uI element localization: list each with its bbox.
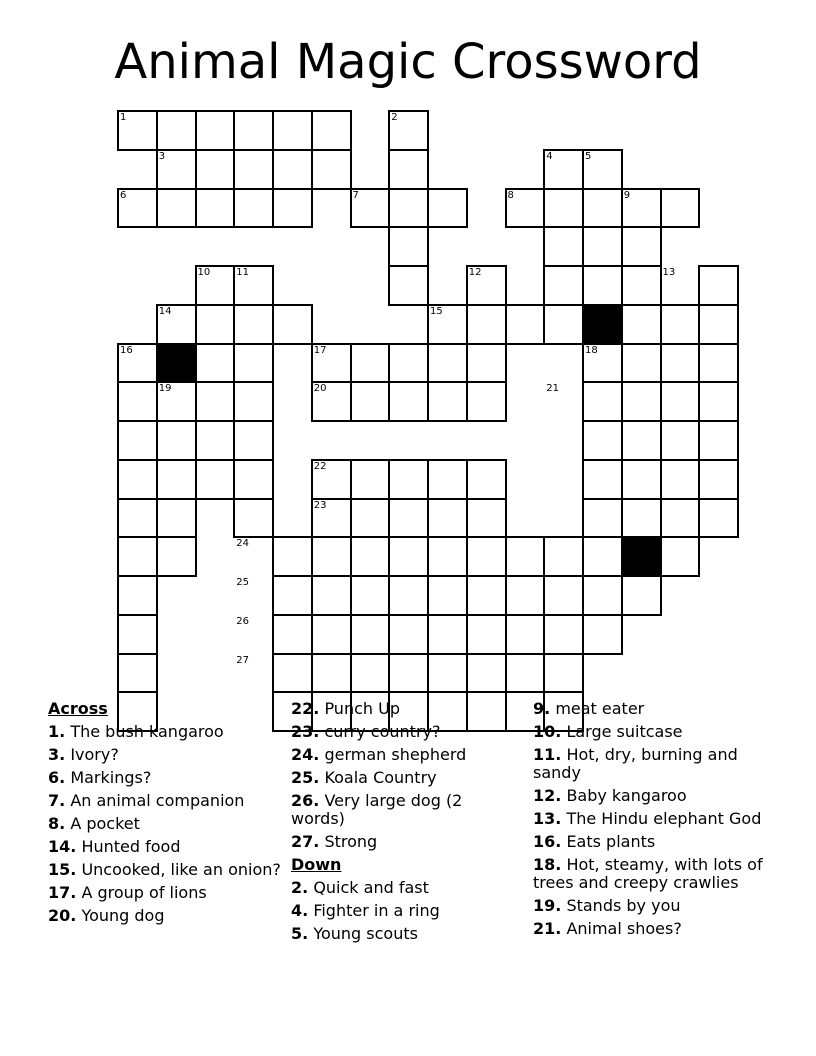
crossword-cell[interactable] (698, 381, 739, 422)
cell-number: 9 (623, 189, 631, 201)
crossword-cell[interactable] (311, 536, 352, 577)
crossword-cell[interactable] (156, 381, 197, 422)
crossword-cell[interactable] (543, 614, 584, 655)
crossword-cell[interactable] (311, 343, 352, 384)
crossword-cell[interactable] (272, 110, 313, 151)
cell-number: 3 (158, 150, 166, 162)
crossword-cell[interactable] (195, 420, 236, 461)
crossword-cell[interactable] (698, 420, 739, 461)
clue-text: An animal companion (70, 791, 245, 810)
crossword-cell[interactable] (582, 381, 623, 422)
down-clue (533, 700, 783, 718)
crossword-cell[interactable] (466, 614, 507, 655)
crossword-cell[interactable] (350, 575, 391, 616)
crossword-cell[interactable] (388, 498, 429, 539)
crossword-cell[interactable] (505, 653, 546, 694)
crossword-cell[interactable] (582, 575, 623, 616)
cell-number: 5 (585, 150, 592, 162)
crossword-cell[interactable] (505, 575, 546, 616)
crossword-cell[interactable] (272, 614, 313, 655)
crossword-cell[interactable] (195, 149, 236, 190)
down-clue (533, 746, 783, 782)
cell-number: 17 (313, 344, 327, 356)
crossword-cell[interactable] (311, 110, 352, 151)
crossword-cell[interactable] (466, 343, 507, 384)
clue-number: 12. (533, 786, 562, 805)
clue-number: 23. (291, 722, 320, 741)
crossword-cell[interactable] (388, 265, 429, 306)
clue-number: 16. (533, 832, 562, 851)
crossword-cell[interactable] (427, 498, 468, 539)
cell-number: 23 (313, 499, 327, 511)
crossword-cell[interactable] (272, 536, 313, 577)
crossword-cell[interactable] (698, 265, 739, 306)
crossword-cell[interactable] (621, 498, 662, 539)
crossword-cell[interactable] (195, 265, 236, 306)
crossword-cell[interactable] (117, 653, 158, 694)
clue-text: Hunted food (81, 837, 181, 856)
crossword-cell[interactable] (388, 149, 429, 190)
crossword-cell[interactable] (660, 304, 701, 345)
down-clue (533, 787, 783, 805)
crossword-cell[interactable] (543, 265, 584, 306)
crossword-cell[interactable] (505, 188, 546, 229)
crossword-cell[interactable] (311, 149, 352, 190)
crossword-cell[interactable] (350, 653, 391, 694)
cell-number: 6 (120, 189, 127, 201)
crossword-cell[interactable] (427, 343, 468, 384)
crossword-cell[interactable] (195, 304, 236, 345)
crossword-cell[interactable] (388, 653, 429, 694)
clue-number: 25. (291, 768, 320, 787)
clue-number: 6. (48, 768, 66, 787)
crossword-cell[interactable] (660, 343, 701, 384)
down-clue (533, 833, 783, 851)
crossword-cell[interactable] (466, 265, 507, 306)
clue-text: Quick and fast (313, 878, 429, 897)
crossword-cell[interactable] (621, 265, 662, 306)
clue-column-2 (291, 700, 521, 948)
clue-number: 3. (48, 745, 66, 764)
crossword-cell[interactable] (311, 459, 352, 500)
crossword-cell[interactable] (427, 536, 468, 577)
crossword-cell[interactable] (388, 110, 429, 151)
down-clue (291, 902, 521, 920)
clue-column-3 (533, 700, 783, 943)
across-clue (48, 861, 283, 879)
crossword-cell[interactable] (311, 381, 352, 422)
across-clue (48, 838, 283, 856)
crossword-cell[interactable] (621, 381, 662, 422)
cell-number: 8 (507, 189, 514, 201)
clue-number: 27. (291, 832, 320, 851)
crossword-cell[interactable] (388, 343, 429, 384)
crossword-cell[interactable] (621, 226, 662, 267)
crossword-cell[interactable] (466, 536, 507, 577)
clue-number: 18. (533, 855, 562, 874)
cell-number: 22 (313, 460, 327, 472)
crossword-cell[interactable] (388, 614, 429, 655)
crossword-cell[interactable] (698, 459, 739, 500)
crossword-cell[interactable] (156, 536, 197, 577)
black-square (621, 536, 662, 577)
across-header: Across (48, 699, 108, 718)
clue-text: Hot, steamy, with lots of trees and creepy crawlies (533, 855, 763, 892)
crossword-cell[interactable] (582, 149, 623, 190)
crossword-cell[interactable] (427, 381, 468, 422)
crossword-cell[interactable] (117, 614, 158, 655)
crossword-cell[interactable] (660, 536, 701, 577)
crossword-cell[interactable] (156, 188, 197, 229)
cell-number: 14 (158, 305, 172, 317)
crossword-cell[interactable] (117, 459, 158, 500)
clue-text: Young scouts (313, 924, 418, 943)
clue-number: 14. (48, 837, 77, 856)
clue-text: Young dog (81, 906, 165, 925)
clue-text: Punch Up (324, 699, 400, 718)
cell-number: 21 (546, 383, 559, 395)
crossword-cell[interactable] (427, 614, 468, 655)
clue-text: Large suitcase (566, 722, 683, 741)
clue-text: Uncooked, like an onion? (81, 860, 281, 879)
crossword-cell[interactable] (350, 381, 391, 422)
clue-text: Stands by you (566, 896, 681, 915)
across-clue (48, 815, 283, 833)
cell-number: 16 (120, 344, 133, 356)
crossword-cell[interactable] (466, 498, 507, 539)
clue-number: 26. (291, 791, 320, 810)
crossword-cell[interactable] (582, 420, 623, 461)
across-clue (48, 723, 283, 741)
clue-number: 15. (48, 860, 77, 879)
crossword-cell[interactable] (156, 304, 197, 345)
crossword-cell[interactable] (427, 304, 468, 345)
crossword-cell[interactable] (117, 498, 158, 539)
crossword-cell[interactable] (543, 226, 584, 267)
cell-number: 27 (236, 654, 249, 666)
clue-number: 1. (48, 722, 66, 741)
crossword-cell[interactable] (233, 498, 274, 539)
crossword-cell[interactable] (311, 614, 352, 655)
across-clue (291, 723, 521, 741)
crossword-cell[interactable] (156, 459, 197, 500)
crossword-cell[interactable] (388, 536, 429, 577)
across-clue (291, 833, 521, 851)
cell-number: 26 (236, 615, 249, 627)
crossword-cell[interactable] (233, 343, 274, 384)
crossword-cell[interactable] (233, 459, 274, 500)
crossword-cell[interactable] (388, 226, 429, 267)
cell-number: 2 (391, 112, 398, 123)
across-clue (48, 907, 283, 925)
clue-number: 22. (291, 699, 320, 718)
crossword-cell[interactable] (698, 304, 739, 345)
crossword-cell[interactable] (233, 110, 274, 151)
crossword-cell[interactable] (156, 498, 197, 539)
crossword-cell[interactable] (621, 420, 662, 461)
crossword-cell[interactable] (350, 614, 391, 655)
clue-number: 11. (533, 745, 562, 764)
clue-number: 9. (533, 699, 551, 718)
crossword-cell[interactable] (233, 381, 274, 422)
crossword-cell[interactable] (582, 343, 623, 384)
crossword-cell[interactable] (272, 304, 313, 345)
clue-text: german shepherd (324, 745, 467, 764)
crossword-cell[interactable] (698, 343, 739, 384)
crossword-cell[interactable] (621, 343, 662, 384)
crossword-cell[interactable] (195, 459, 236, 500)
crossword-cell[interactable] (621, 575, 662, 616)
crossword-cell[interactable] (233, 188, 274, 229)
clue-number: 17. (48, 883, 77, 902)
crossword-cell[interactable] (272, 653, 313, 694)
clue-text: The bush kangaroo (70, 722, 224, 741)
crossword-cell[interactable] (427, 188, 468, 229)
clue-number: 19. (533, 896, 562, 915)
crossword-cell[interactable] (582, 536, 623, 577)
down-clue (291, 879, 521, 897)
crossword-cell[interactable] (195, 110, 236, 151)
crossword-cell[interactable] (660, 459, 701, 500)
crossword-cell[interactable] (195, 188, 236, 229)
cell-number: 10 (197, 267, 211, 278)
crossword-cell[interactable] (272, 575, 313, 616)
crossword-cell[interactable] (117, 110, 158, 151)
crossword-cell[interactable] (543, 575, 584, 616)
cell-number: 25 (236, 577, 249, 588)
crossword-cell[interactable] (350, 498, 391, 539)
crossword-cell[interactable] (427, 459, 468, 500)
clue-text: meat eater (555, 699, 645, 718)
cell-number: 7 (352, 189, 359, 201)
crossword-cell[interactable] (543, 149, 584, 190)
crossword-cell[interactable] (117, 575, 158, 616)
clue-number: 20. (48, 906, 77, 925)
clue-text: Very large dog (2 words) (291, 791, 463, 828)
clue-text: A pocket (70, 814, 140, 833)
crossword-cell[interactable] (543, 304, 584, 345)
across-clue (291, 700, 521, 718)
crossword-cell[interactable] (117, 188, 158, 229)
clue-number: 21. (533, 919, 562, 938)
down-clue (291, 925, 521, 943)
crossword-cell[interactable] (233, 420, 274, 461)
cell-number: 12 (468, 267, 482, 278)
crossword-cell[interactable] (272, 149, 313, 190)
crossword-cell[interactable] (660, 498, 701, 539)
clue-number: 10. (533, 722, 562, 741)
cell-number: 24 (236, 538, 249, 550)
cell-number: 18 (585, 344, 598, 356)
clue-text: Fighter in a ring (313, 901, 440, 920)
down-clue (533, 723, 783, 741)
crossword-cell[interactable] (156, 420, 197, 461)
crossword-cell[interactable] (427, 575, 468, 616)
clue-text: Koala Country (324, 768, 437, 787)
crossword-cell[interactable] (117, 536, 158, 577)
cell-number: 1 (120, 112, 127, 123)
crossword-cell[interactable] (350, 459, 391, 500)
clue-text: Hot, dry, burning and sandy (533, 745, 738, 782)
crossword-cell[interactable] (311, 575, 352, 616)
crossword-cell[interactable] (233, 265, 274, 306)
crossword-cell[interactable] (660, 381, 701, 422)
crossword-cell[interactable] (311, 498, 352, 539)
down-clue (533, 810, 783, 828)
cell-number: 15 (430, 305, 443, 317)
black-square (156, 343, 197, 384)
crossword-cell[interactable] (388, 381, 429, 422)
crossword-cell[interactable] (427, 653, 468, 694)
crossword-cell[interactable] (117, 420, 158, 461)
crossword-cell[interactable] (466, 459, 507, 500)
down-clue (533, 920, 783, 938)
crossword-cell[interactable] (582, 188, 623, 229)
crossword-cell[interactable] (621, 459, 662, 500)
cell-number: 20 (313, 383, 327, 395)
clue-number: 24. (291, 745, 320, 764)
across-clue (48, 792, 283, 810)
cell-number: 13 (662, 267, 676, 278)
across-clue (291, 746, 521, 764)
down-clue (533, 897, 783, 915)
clue-text: Eats plants (566, 832, 656, 851)
crossword-cell[interactable] (350, 188, 391, 229)
clue-number: 13. (533, 809, 562, 828)
crossword-cell[interactable] (350, 343, 391, 384)
crossword-cell[interactable] (466, 381, 507, 422)
clue-text: The Hindu elephant God (566, 809, 762, 828)
cell-number: 11 (236, 267, 249, 278)
crossword-cell[interactable] (466, 653, 507, 694)
crossword-cell[interactable] (582, 226, 623, 267)
clue-number: 5. (291, 924, 309, 943)
crossword-cell[interactable] (388, 459, 429, 500)
clue-text: Animal shoes? (566, 919, 682, 938)
crossword-cell[interactable] (505, 614, 546, 655)
crossword-cell[interactable] (505, 304, 546, 345)
black-square (582, 304, 623, 345)
clue-number: 7. (48, 791, 66, 810)
crossword-cell[interactable] (195, 343, 236, 384)
crossword-cell[interactable] (156, 110, 197, 151)
crossword-cell[interactable] (156, 149, 197, 190)
across-clue (291, 792, 521, 828)
across-clue (291, 769, 521, 787)
clue-text: Markings? (70, 768, 152, 787)
crossword-cell[interactable] (233, 304, 274, 345)
page-title: Animal Magic Crossword (114, 34, 702, 90)
crossword-cell[interactable] (698, 498, 739, 539)
crossword-cell[interactable] (311, 653, 352, 694)
crossword-cell[interactable] (543, 536, 584, 577)
down-header: Down (291, 855, 342, 874)
down-clue (533, 856, 783, 892)
cell-number: 19 (158, 383, 172, 395)
clue-number: 2. (291, 878, 309, 897)
crossword-cell[interactable] (388, 188, 429, 229)
clue-number: 8. (48, 814, 66, 833)
crossword-cell[interactable] (582, 459, 623, 500)
crossword-cell[interactable] (117, 343, 158, 384)
cell-number: 4 (546, 150, 553, 162)
clue-text: Strong (324, 832, 378, 851)
crossword-cell[interactable] (350, 536, 391, 577)
crossword-cell[interactable] (272, 188, 313, 229)
clue-column-1 (48, 700, 283, 930)
crossword-cell[interactable] (388, 575, 429, 616)
crossword-cell[interactable] (195, 381, 236, 422)
clue-text: Ivory? (70, 745, 119, 764)
crossword-cell[interactable] (621, 188, 662, 229)
crossword-cell[interactable] (117, 381, 158, 422)
crossword-cell[interactable] (543, 653, 584, 694)
crossword-cell[interactable] (660, 420, 701, 461)
crossword-cell[interactable] (233, 149, 274, 190)
crossword-cell[interactable] (660, 188, 701, 229)
crossword-cell[interactable] (582, 265, 623, 306)
across-clue (48, 746, 283, 764)
crossword-cell[interactable] (582, 614, 623, 655)
clue-text: curry country? (324, 722, 441, 741)
crossword-cell[interactable] (505, 536, 546, 577)
across-clue (48, 769, 283, 787)
crossword-cell[interactable] (543, 188, 584, 229)
crossword-cell[interactable] (466, 304, 507, 345)
crossword-cell[interactable] (466, 575, 507, 616)
clue-text: Baby kangaroo (566, 786, 687, 805)
crossword-cell[interactable] (582, 498, 623, 539)
clue-text: A group of lions (81, 883, 207, 902)
clue-number: 4. (291, 901, 309, 920)
across-clue (48, 884, 283, 902)
